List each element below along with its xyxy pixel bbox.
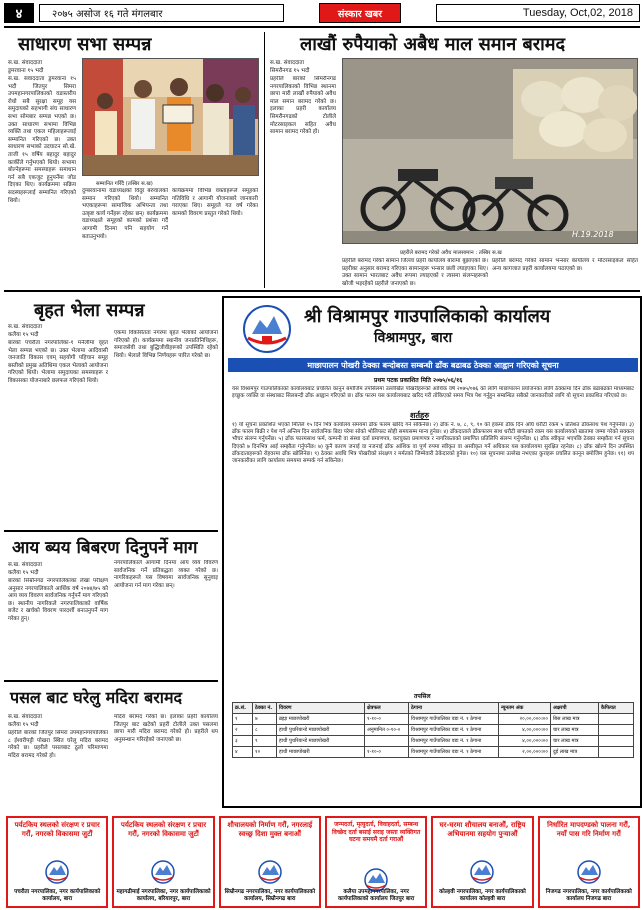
notice-intro: यस विश्रामपुर गाउपालिकाको कार्यालयबाट प्रचलित कानून बमोजिम तपसिलमा उल्लेखित पोखरीहरूको आर्थिक वर्ष २०७५/०७६ को लागि माछापालन प्रयोजनका लागि ठेक्कामा दिन ढाँक बढाबढको माध्यमबाट इच्छुक व्यक्ति वा संस्थाबाट सिलबन्दी ढाँक आह्वान गरिएको छ। ढाँक फारम यस कार्यालयबाट खरिद गरी तोकिएको समय भित्र पेश गर्नुहुन सम्बन्धित सबैको जानकारीको लागि यो सूचना प्रकाशित गरिएको छ। [232,386,634,400]
table-cell: २०,००,०००।०० [499,714,551,725]
table-cell [599,747,634,758]
article-body-baramad: प्रहरीले बारको सिमरौनगढ नगरपालिकाको विभिन्न स्थानमा छापा मारी लाखौं रुपैयाको अवैध माल समान बरामद गरेको छ। इलाका प्रहरी कार्यालय सिमरौनगढको टोलीले मोटरसाइकल सहित अवैध सामान बरामद गरेको हो। [270,76,336,136]
municipality-logo-icon [574,860,604,884]
table-header: कैफियत [599,703,634,714]
table-cell: विश्रामपुर गाउँपालिका वडा नं. १ ठेगाना [409,736,499,747]
public-notice [222,296,642,808]
ad-slogan: पर्यटकिय स्थलको संरक्षण र प्रचार गरौं, नगरको विकासमा जुटौं [120,821,207,839]
headline-aaybyay: आय ब्यय बिबरण दिनुपर्ने माग [12,538,198,558]
table-cell: ८ [253,725,277,736]
sabha-photo [82,58,259,176]
table-header: अक्षरपी [551,703,599,714]
article-body-aaybyay: बारको सिम्रौनगढ नगरपालिकाका लेखा परीक्षण अनुसार नगरपालिकाले आर्थिक वर्ष २०७४/७५ को आय व्यय विवरण सार्वजनिक गर्नुपर्ने माग गरिएको छ। स्थानीय नागरिकले नगरपालिकाको वार्षिक बजेट र खर्चको विवरण पारदर्शी बनाउनुपर्ने माग गरेका हुन्। [8,578,108,622]
notice-office-place: विश्रामपुर, बारा [374,330,453,346]
table-cell: २,००,०००।०० [499,747,551,758]
article-body-madira-2: मदिरा बरामद गरेको छ। इलाका प्रहरी कार्यालय जितपुर बाट खटेको प्रहरी टोलीले उक्त पसलमा छापा मारी मदिरा बरामद गरेको हो। प्रहरीले थप अनुसन्धान गरिरहेको जनाएको छ। [114,714,218,743]
notice-terms-title: शर्तहरु [410,411,430,420]
ad-box [431,816,533,908]
notice-terms: १) यो सूचना प्रकाशित भएको मितिले १५ दिन भित्र कार्यालय समयमा ढाँक फारम खरिद गर्न सकिनेछ। २) ढाँक नं. ७, ८, ९, १० को हकमा ढाँक दिन अघि धरौटी रकम ५ प्रतिशत ढाँकसाथ पेश गर्नुपर्नेछ। ३) ढाँक फारम बिक्री र पेश गर्ने अन्तिम दिन सार्वजनिक बिदा परेमा सोको भोलिपल्ट सोही समयसम्म मान्य हुनेछ। ४) ढाँकदाताले ढाँकफारम साथ धरौटी बापतको रकम यस कार्यालयको खातामा जम्मा गरेको सक्कल भौचर संलग्न गर्नुपर्नेछ। ५) ढाँक फारमसाथ फर्म, कम्पनी वा संस्था दर्ता प्रमाणपत्र, करचुक्ता प्रमाणपत्र र नागरिकताको प्रमाणित प्रतिलिपि संलग्न गर्नुपर्नेछ। ६) ढाँक स्वीकृत भएपछि ठेक्का सम्झौता गर्न सूचना दिएको ७ दिनभित्र आई सम्झौता गर्नुपर्नेछ। ७) कुनै कारण जनाई वा नजनाई ढाँक आंशिक वा पूर्ण रुपमा स्वीकृत वा अस्वीकृत गर्ने अधिकार यस कार्यालयमा सुरक्षित रहनेछ। ८) ढाँक खोल्ने दिन उपस्थित ढाँकदाताहरूको रोहवरमा ढाँक खोलिनेछ। ९) ठेक्का अवधि भित्र पोखरीको संरक्षण र मर्मतको जिम्मेवारी ठेकेदारको हुनेछ। १०) यस सूचनामा उल्लेख नभएका कुराहरू प्रचलित कानून बमोजिम हुनेछ। ११) थप जानकारीका लागि कार्यालय समयमा सम्पर्क गर्न सकिनेछ। [232,422,634,465]
table-cell: चार लाख मात्र [551,725,599,736]
headline-sabha: साधारण सभा सम्पन्न [18,34,152,55]
table-row [233,747,634,758]
column-divider [264,32,265,288]
table-cell: १ [233,714,253,725]
ad-org: पचरौता नगरपालिका, नगर कार्यपालिकाको कार्यालय, बारा [14,889,101,902]
byline-aaybyay: स.ख. संवाददाता कलैया १५ भदौ [8,562,43,576]
byline-baramad: स.ख. संवाददाता सिमरौनगढ १५ भदौ [270,60,310,74]
left-divider-1 [4,530,218,532]
notice-table-title: तपसिल [414,693,431,700]
table-cell: ब्रह्मा माछापोखरी [277,714,365,725]
table-header: ठेक्का नं. [253,703,277,714]
ad-org: निजगढ नगरपालिका, नगर कार्यपालिकाको कार्यालय निजगढ बारा [545,889,632,902]
ad-org: कोल्हवी नगरपालिका, नगर कार्यपालिकाको कार्यालय कोल्हवी बारा [439,889,526,902]
municipality-logo-icon [148,860,178,884]
notice-table [232,702,634,758]
table-cell: बिस लाख मात्र [551,714,599,725]
table-cell: विश्रामपुर गाउँपालिका वडा नं. १ ठेगाना [409,725,499,736]
table-header: क्र.सं. [233,703,253,714]
headline-baramad: लाखौं रुपैयाको अबैध माल समान बरामद [300,34,566,55]
table-cell [599,725,634,736]
table-row [233,714,634,725]
ad-slogan: निर्धारित मापदण्डको पालना गरौं, नयाँ पास गरि निर्माण गरौं [547,821,631,839]
article-body-aaybyay-2: नगरपालिकाले आगामी दिनमा आय व्यय विवरण सार्वजनिक गर्ने प्रतिबद्धता व्यक्त गरेको छ। नागरिकहरूले यस विषयमा सार्वजनिक सुनुवाइ आयोजना गर्न माग गरेका छन्। [114,560,218,589]
table-cell: ४ [233,747,253,758]
article-body-sabha-3: कार्यक्रममा विभिन्न वक्ताहरूले समूहको गतिविधि र आगामी योजनाबारे जानकारी गराएका थिए। समूहले गत वर्ष गरेका कामको विवरण प्रस्तुत गरेको थियो। [172,188,258,217]
table-cell: ४,००,०००।०० [499,725,551,736]
ad-box [219,816,321,908]
page-number: ४ [4,3,34,23]
table-header: न्यूनतम अंक [499,703,551,714]
table-cell: चार लाख मात्र [551,736,599,747]
headline-madira: पसल बाट घरेलु मदिरा बरामद [10,688,183,707]
baramad-photo [342,58,638,244]
article-body-bhela-2: एकमा विकसितता नगरमा बृहत भेलाको आयोजना गरिएको हो। कार्यक्रममा स्थानीय जनप्रतिनिधिहरू, समाजसेवी तथा बुद्धिजीवीहरूको उपस्थिति रहेको थियो। भेलाले विभिन्न निर्णयहरू पारित गरेको छ। [114,330,218,359]
municipality-logo-icon [255,860,285,884]
table-cell [365,736,409,747]
table-cell [599,714,634,725]
article-body-baramad-3: प्रहरीले बरामद गरेको सामान भन्सार कार्यालय र मोटरसाइकल सहित अन्य कागजात प्रहरी कार्यालयमा पठाएको छ। [492,258,638,272]
notice-office-title: श्री विश्रामपुर गाउपालिकाको कार्यालय [304,306,551,327]
table-cell: दुई लाख मात्र [551,747,599,758]
table-header: ठेगाना [409,703,499,714]
article-body-sabha-2: दुम्बरवानामा वडाध्यक्षको विदुर बरुवालको सम्मान गरिएको थियो। सम्मानित भएकाहरूमा सामाजिक अभियन्ता तथा उत्कृष्ट कार्य गर्नेहरू रहेका छन्। कार्यक्रममा वडाध्यक्षले समूहको कामको प्रशंसा गर्दै आगामी दिनमा पनि सहयोग गर्ने बताउनुभयो। [82,188,168,240]
ad-slogan: जन्मदर्ता, मृत्युदर्ता, विवाहदर्ता, सम्बन्ध विच्छेद दर्ता बसाई सराइ जस्ता व्यक्तिगत घटना समयमै दर्ता गराऔं [331,821,421,844]
ad-box [538,816,640,908]
municipality-emblem-icon [238,304,296,354]
table-row [233,725,634,736]
ad-slogan: शौचालयको निर्माण गरौं, नगरलाई स्वच्छ्र दिशा मुक्त बनाऔं [227,821,313,839]
table-cell: हाथी माछापोखरी [277,747,365,758]
section-badge: संस्कार खबर [319,3,401,23]
table-cell: १० [253,747,277,758]
sabha-photo-caption: सम्मानित गरिँदै (तस्बिर स.ख) [96,181,153,187]
table-cell: १-१०-० [365,714,409,725]
ad-box [6,816,108,908]
ad-org: कलैया उपमहानगरपालिका, नगर कार्यपालिकाको कार्यालय जितपुर बारा [338,889,415,902]
table-cell: हाथी पुथरियान्डे माछापोखरी [277,725,365,736]
nepali-date: २०७५ असोज १६ गते मंगलबार [39,4,284,22]
table-cell: हाथी पुथरियान्डे माछापोखरी [277,736,365,747]
table-cell: विश्रामपुर गाउँपालिका वडा नं. १ ठेगाना [409,714,499,725]
table-cell: अनुमानित ०-१०-० [365,725,409,736]
article-body-sabha: स.ख. संवाददाता डुमरवाना १५ भदौ जितपुर सिमरा उपमहानगरपालिकाको वडास्तरीय रोधो सबै सुरक्षा समूह यस समुदायको सहभागी संघ साधारण सभा सोमबार सम्पन्न भएको छ। उक्त साधारण सभामा विभिन्न व्यक्ति तथा एकल महिलाहरूलाई सम्मानित गरिएको छ। उक्त साधारण सभाको उदघाटन सो.खे. ताजी १५ वर्षिय बहादुर बहादुर कार्कीले गर्नुभएको थियो। सभामा बोल्नेहरूमा समस्याहरू समाधान गर्न सबै एकजुट हुनुपर्नेमा जोड दिएका थिए। कार्यक्रममा सक्रिय सदस्यहरूलाई सम्मानित गरिएको थियो। [8,76,76,204]
baramad-photo-stamp: H.19.2018 [572,230,614,239]
table-cell: ३ [233,736,253,747]
table-cell: २ [233,725,253,736]
table-cell: ४,००,०००।०० [499,736,551,747]
ad-org: महागढीमाई नगरपालिका, नगर कार्यपालिकाको कार्यालय, बरियारपुर, बारा [116,889,211,902]
table-cell [599,736,634,747]
table-cell: विश्रामपुर गाउँपालिका वडा नं. १ ठेगाना [409,747,499,758]
header-divider [4,26,640,28]
table-cell: १-१०-० [365,747,409,758]
byline-sabha: स.ख. संवाददाता डुमरवाना १५ भदौ [8,60,44,74]
ad-org: सिम्रौनगढ नगरपालिका, नगर कार्यपालिकाको कार्यालय, सिम्रौनगढ बारा [224,889,316,902]
municipality-logo-icon [467,860,497,884]
table-header: क्षेत्रफल [365,703,409,714]
article-body-bhela: बारको पचरौता नगरपालिका-१ मनैलीमा वृहत भेला सम्पन्न भएको छ। उक्त भेलामा आदिवासी जनजाति विकास एवम् सहयोगी पहिचान समूह बस्तीको प्रमुख अतिथिमा एकल भेलाको आयोजना गरिएको थियो। भेलामा समुदायका समस्याहरू र विकासका योजनाबारे छलफल गरिएको थियो। [8,340,108,384]
article-body-baramad-2: प्रहरीले बरामद गरेको सामान जिल्ला प्रहरी कार्यालय बारामा बुझाएको छ। प्रहरीका अनुसार बरामद गरिएका सामानहरू भन्सार छली ल्याइएका थिए। उक्त सामान भारतबाट अवैध रूपमा ल्याइएको र त्यसमा संलग्नहरूको खोजी भइरहेको प्रहरीले जनाएको छ। [342,258,488,287]
ads-row [6,816,640,908]
ad-slogan: घर-घरमा शौचालय बनाऔं, राष्ट्रिय अभियानमा सहयोग पुऱ्याऔं [439,821,526,839]
ad-box [325,816,427,908]
municipality-logo-icon [42,860,72,884]
notice-title-band: माछापालन पोखरी ठेक्का बन्दोबस्त सम्बन्धी ढाँक बढाबढ ठेक्का आह्वान गरिएको सूचना [228,358,638,372]
section-divider [4,290,640,292]
ad-box [112,816,214,908]
table-cell: ७ [253,714,277,725]
byline-madira: स.ख. संवाददाता कलैया १५ भदौ [8,714,43,728]
table-header: विवरण [277,703,365,714]
page-header [4,2,640,24]
left-divider-2 [4,680,218,682]
notice-publish-date: प्रथम पटक प्रकाशित मिति २०७५/०६/१६ [374,377,463,384]
table-cell: ९ [253,736,277,747]
table-header-row [233,703,634,714]
table-row [233,736,634,747]
byline-bhela: स.ख. संवाददाता कलैया १५ भदौ [8,324,43,338]
article-body-madira: प्रहरीले बारको जितपुर सिमरा उपमहानगरपालिका ८ ईश्वरीपट्टी पोखरा स्थित घरेलु मदिरा बरामद गरेको छ। प्रहरीले पसलबाट ठूलो परिमाणमा मदिरा बरामद गरेको हो। [8,730,108,759]
headline-bhela: बृहत भेला सम्पन्न [34,300,145,321]
english-date: Tuesday, Oct,02, 2018 [436,4,640,22]
baramad-photo-caption: प्रहरीले बरामद गरेको अवैध मालसामान : तस्बिर स.ख [400,250,502,256]
ad-slogan: पर्यटकिय स्थलको संरक्षण र प्रचार गरौं, नगरको विकासमा जुटौं [14,821,100,839]
